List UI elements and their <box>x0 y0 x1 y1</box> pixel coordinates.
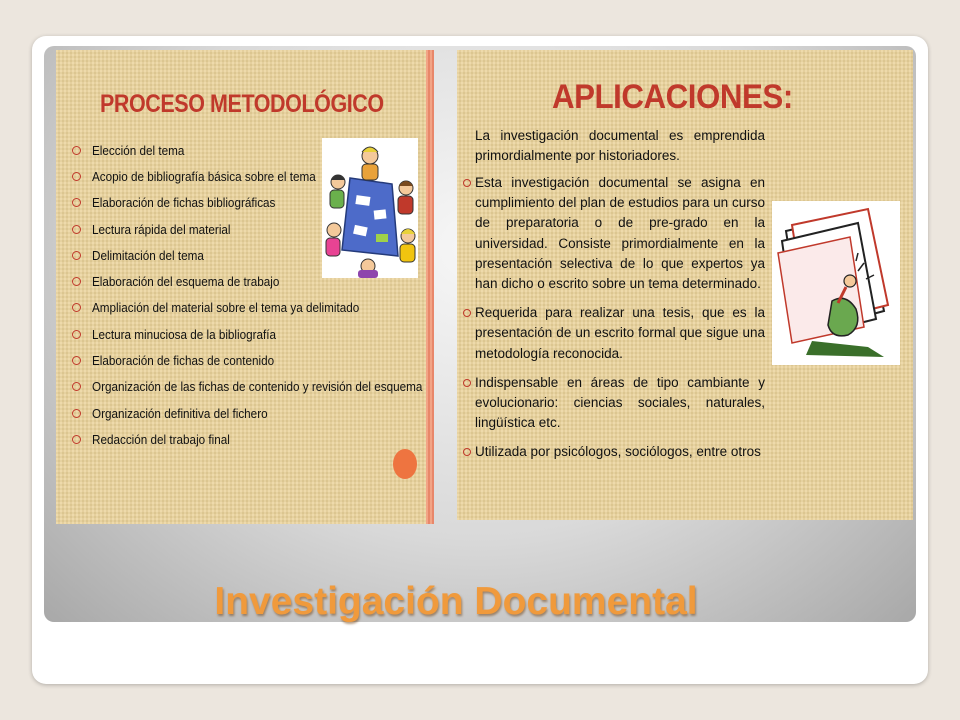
list-item: Organización definitiva del fichero <box>72 400 402 426</box>
circle-bullet-icon <box>72 356 81 365</box>
list-item: Redacción del trabajo final <box>72 426 402 452</box>
circle-bullet-icon <box>72 303 81 312</box>
circle-bullet-icon <box>72 382 81 391</box>
list-item: Indispensable en áreas de tipo cambiante y evolucionario: ciencias sociales, naturales, lingüística etc. <box>463 373 765 434</box>
list-item: Elaboración del esquema de trabajo <box>72 268 402 294</box>
circle-bullet-icon <box>72 330 81 339</box>
paper-stack-illustration <box>772 201 900 365</box>
list-item: Lectura minuciosa de la bibliografía <box>72 321 402 347</box>
circle-bullet-icon <box>72 435 81 444</box>
list-item: Requerida para realizar una tesis, que es la presentación de un escrito formal que sigue una metodología reconocida. <box>463 303 765 364</box>
circle-bullet-icon <box>72 146 81 155</box>
circle-bullet-icon <box>463 179 471 187</box>
list-item: Organización de las fichas de contenido y revisión del esquema <box>72 374 402 400</box>
list-item: Esta investigación documental se asigna en cumplimiento del plan de estudios para un curso de preparatoria o de pre-grado en la universidad. Consiste primordialmente en la presentación selectiva de lo que expertos ya han dicho o escrito sobre un tema determinado. <box>463 173 765 294</box>
list-item: Utilizada por psicólogos, sociólogos, entre otros <box>463 442 765 462</box>
slide-title: Investigación Documental <box>214 580 698 623</box>
circle-bullet-icon <box>463 309 471 317</box>
process-title: PROCESO METODOLÓGICO <box>100 90 384 118</box>
circle-bullet-icon <box>72 198 81 207</box>
applications-title: APLICACIONES: <box>552 78 793 116</box>
circle-bullet-icon <box>72 172 81 181</box>
list-item: Elaboración de fichas bibliográficas <box>72 190 402 216</box>
list-item: Ampliación del material sobre el tema ya delimitado <box>72 295 402 321</box>
circle-bullet-icon <box>72 277 81 286</box>
applications-intro: La investigación documental es emprendida primordialmente por historiadores. <box>475 128 765 164</box>
circle-bullet-icon <box>72 251 81 260</box>
decorative-dot <box>393 449 417 479</box>
circle-bullet-icon <box>463 379 471 387</box>
applications-list <box>463 173 765 472</box>
circle-bullet-icon <box>72 409 81 418</box>
circle-bullet-icon <box>463 448 471 456</box>
list-item: Elección del tema <box>72 137 402 163</box>
list-item: Acopio de bibliografía básica sobre el tema <box>72 163 402 189</box>
list-item: Lectura rápida del material <box>72 216 402 242</box>
list-item: Delimitación del tema <box>72 242 402 268</box>
list-item: Elaboración de fichas de contenido <box>72 347 402 373</box>
meeting-illustration <box>322 138 418 278</box>
panel-edge-stripe <box>426 50 434 524</box>
circle-bullet-icon <box>72 225 81 234</box>
